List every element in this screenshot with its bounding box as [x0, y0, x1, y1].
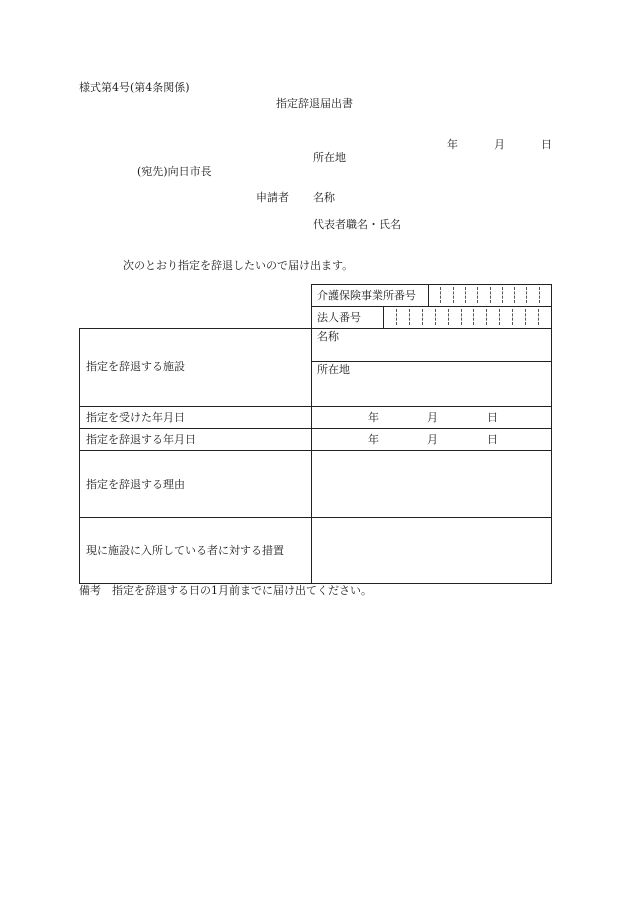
- statement-text: 次のとおり指定を辞退したいので届け出ます。: [123, 259, 354, 272]
- date-month-label: 月: [494, 138, 505, 151]
- note-text: 備考 指定を辞退する日の1月前までに届け出てください。: [79, 584, 372, 597]
- care-digit-divider: [477, 287, 478, 303]
- applicant-label: 申請者: [256, 191, 289, 204]
- care-office-number-label: 介護保険事業所番号: [317, 289, 416, 302]
- addressee: (宛先)向日市長: [137, 165, 212, 178]
- representative-label: 代表者職名・氏名: [313, 218, 401, 231]
- care-digit-divider: [440, 287, 441, 303]
- corporate-digit-divider: [448, 309, 449, 325]
- corporate-digit-divider: [499, 309, 500, 325]
- facility-label: 指定を辞退する施設: [86, 360, 185, 373]
- corporate-digit-divider: [422, 309, 423, 325]
- withdraw-year: 年: [368, 433, 379, 446]
- withdraw-month: 月: [427, 433, 438, 446]
- corporate-digit-divider: [473, 309, 474, 325]
- facility-address-label: 所在地: [317, 363, 350, 376]
- care-digit-divider: [539, 287, 540, 303]
- received-date-label: 指定を受けた年月日: [86, 411, 185, 424]
- applicant-name-label: 名称: [313, 191, 335, 204]
- corporate-digit-divider: [512, 309, 513, 325]
- date-year-label: 年: [447, 138, 458, 151]
- care-digit-divider: [502, 287, 503, 303]
- care-digit-divider: [526, 287, 527, 303]
- corporate-digit-divider: [525, 309, 526, 325]
- withdraw-day: 日: [487, 433, 498, 446]
- care-digit-divider: [453, 287, 454, 303]
- corporate-number-label: 法人番号: [317, 311, 361, 324]
- corporate-digit-divider: [486, 309, 487, 325]
- care-digit-divider: [465, 287, 466, 303]
- form-number: 様式第4号(第4条関係): [79, 81, 190, 94]
- withdraw-date-label: 指定を辞退する年月日: [86, 433, 196, 446]
- document-title: 指定辞退届出書: [276, 97, 353, 110]
- date-day-label: 日: [541, 138, 552, 151]
- care-digit-divider: [490, 287, 491, 303]
- corporate-digit-divider: [461, 309, 462, 325]
- applicant-address-label: 所在地: [313, 151, 346, 164]
- corporate-digit-divider: [396, 309, 397, 325]
- received-day: 日: [487, 411, 498, 424]
- reason-label: 指定を辞退する理由: [86, 478, 185, 491]
- corporate-digit-divider: [409, 309, 410, 325]
- measures-label: 現に施設に入所している者に対する措置: [86, 544, 284, 557]
- corporate-digit-divider: [435, 309, 436, 325]
- received-year: 年: [368, 411, 379, 424]
- care-digit-divider: [514, 287, 515, 303]
- received-month: 月: [427, 411, 438, 424]
- corporate-digit-divider: [538, 309, 539, 325]
- facility-name-label: 名称: [317, 330, 339, 343]
